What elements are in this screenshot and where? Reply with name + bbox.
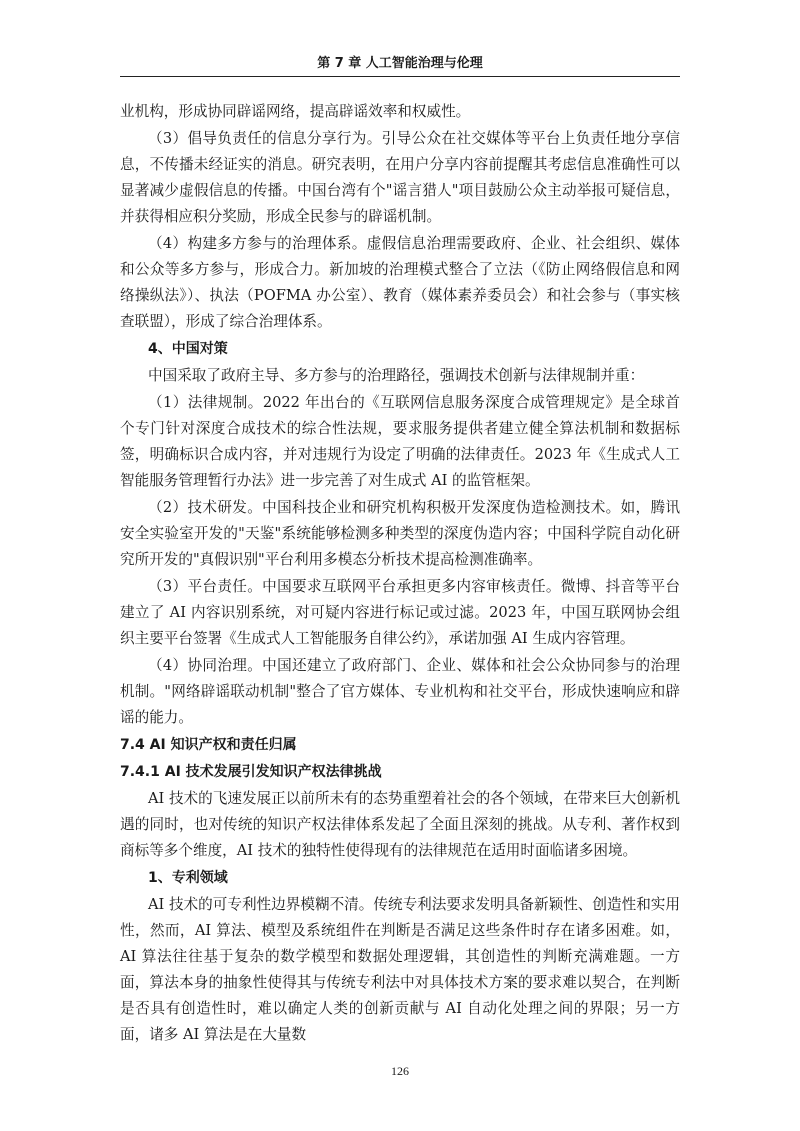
header-rule xyxy=(120,76,680,77)
paragraph-legal-regulation: （1）法律规制。2022 年出台的《互联网信息服务深度合成管理规定》是全球首个专门针对深度合成技术的综合性法规，要求服务提供者建立健全算法机制和数据标签，明确标识合成内容，并对违规行为设定了明确的法律责任。2023 年《生成式人工智能服务管理暂行办法》进一步完善了对生成式 AI 的监管框架。 xyxy=(120,394,680,489)
paragraph-platform-responsibility: （3）平台责任。中国要求互联网平台承担更多内容审核责任。微博、抖音等平台建立了 AI 内容识别系统，对可疑内容进行标记或过滤。2023 年，中国互联网协会组织主要平台签署《生成式人工智能服务自律公约》，承诺加强 AI 生成内容管理。 xyxy=(120,578,680,647)
running-header: 第 7 章 人工智能治理与伦理 xyxy=(317,56,483,71)
page-body xyxy=(120,99,680,1049)
paragraph-continuation: 业机构，形成协同辟谣网络，提高辟谣效率和权威性。 xyxy=(120,103,471,120)
paragraph-china-intro: 中国采取了政府主导、多方参与的治理路径，强调技术创新与法律规制并重： xyxy=(148,367,645,384)
paragraph-ai-ip-intro: AI 技术的飞速发展正以前所未有的态势重塑着社会的各个领域，在带来巨大创新机遇的同时，也对传统的知识产权法律体系发起了全面且深刻的挑战。从专利、著作权到商标等多个维度，AI 技术的独特性使得现有的法律规范在适用时面临诸多困境。 xyxy=(120,790,680,859)
paragraph-item-4: （4）构建多方参与的治理体系。虚假信息治理需要政府、企业、社会组织、媒体和公众等多方参与，形成合力。新加坡的治理模式整合了立法（《防止网络假信息和网络操纵法》）、执法（POFMA 办公室）、教育（媒体素养委员会）和社会参与（事实核查联盟），形成了综合治理体系。 xyxy=(120,235,680,330)
section-heading-7-4: 7.4 AI 知识产权和责任归属 xyxy=(120,737,297,753)
subheading-china-countermeasures: 4、中国对策 xyxy=(148,341,228,357)
subheading-patent-field: 1、专利领域 xyxy=(148,870,228,886)
paragraph-tech-research: （2）技术研发。中国科技企业和研究机构积极开发深度伪造检测技术。如，腾讯安全实验室开发的"天鉴"系统能够检测多种类型的深度伪造内容；中国科学院自动化研究所开发的"真假识别"平台利用多模态分析技术提高检测准确率。 xyxy=(120,499,680,568)
paragraph-item-3: （3）倡导负责任的信息分享行为。引导公众在社交媒体等平台上负责任地分享信息，不传播未经证实的消息。研究表明，在用户分享内容前提醒其考虑信息准确性可以显著减少虚假信息的传播。中国台湾有个"谣言猎人"项目鼓励公众主动举报可疑信息，并获得相应积分奖励，形成全民参与的辟谣机制。 xyxy=(120,130,680,225)
paragraph-patent: AI 技术的可专利性边界模糊不清。传统专利法要求发明具备新颖性、创造性和实用性，然而，AI 算法、模型及系统组件在判断是否满足这些条件时存在诸多困难。如，AI 算法往往基于复杂的数学模型和数据处理逻辑，其创造性的判断充满难题。一方面，算法本身的抽象性使得其与传统专利法中对具体技术方案的要求难以契合，在判断是否具有创造性时，难以确定人类的创新贡献与 AI 自动化处理之间的界限；另一方面，诸多 AI 算法是在大量数 xyxy=(120,896,680,1043)
page-number: 126 xyxy=(391,1064,409,1078)
paragraph-collaborative-governance: （4）协同治理。中国还建立了政府部门、企业、媒体和社会公众协同参与的治理机制。"网络辟谣联动机制"整合了官方媒体、专业机构和社交平台，形成快速响应和辟谣的能力。 xyxy=(120,657,680,726)
section-heading-7-4-1: 7.4.1 AI 技术发展引发知识产权法律挑战 xyxy=(120,764,382,780)
